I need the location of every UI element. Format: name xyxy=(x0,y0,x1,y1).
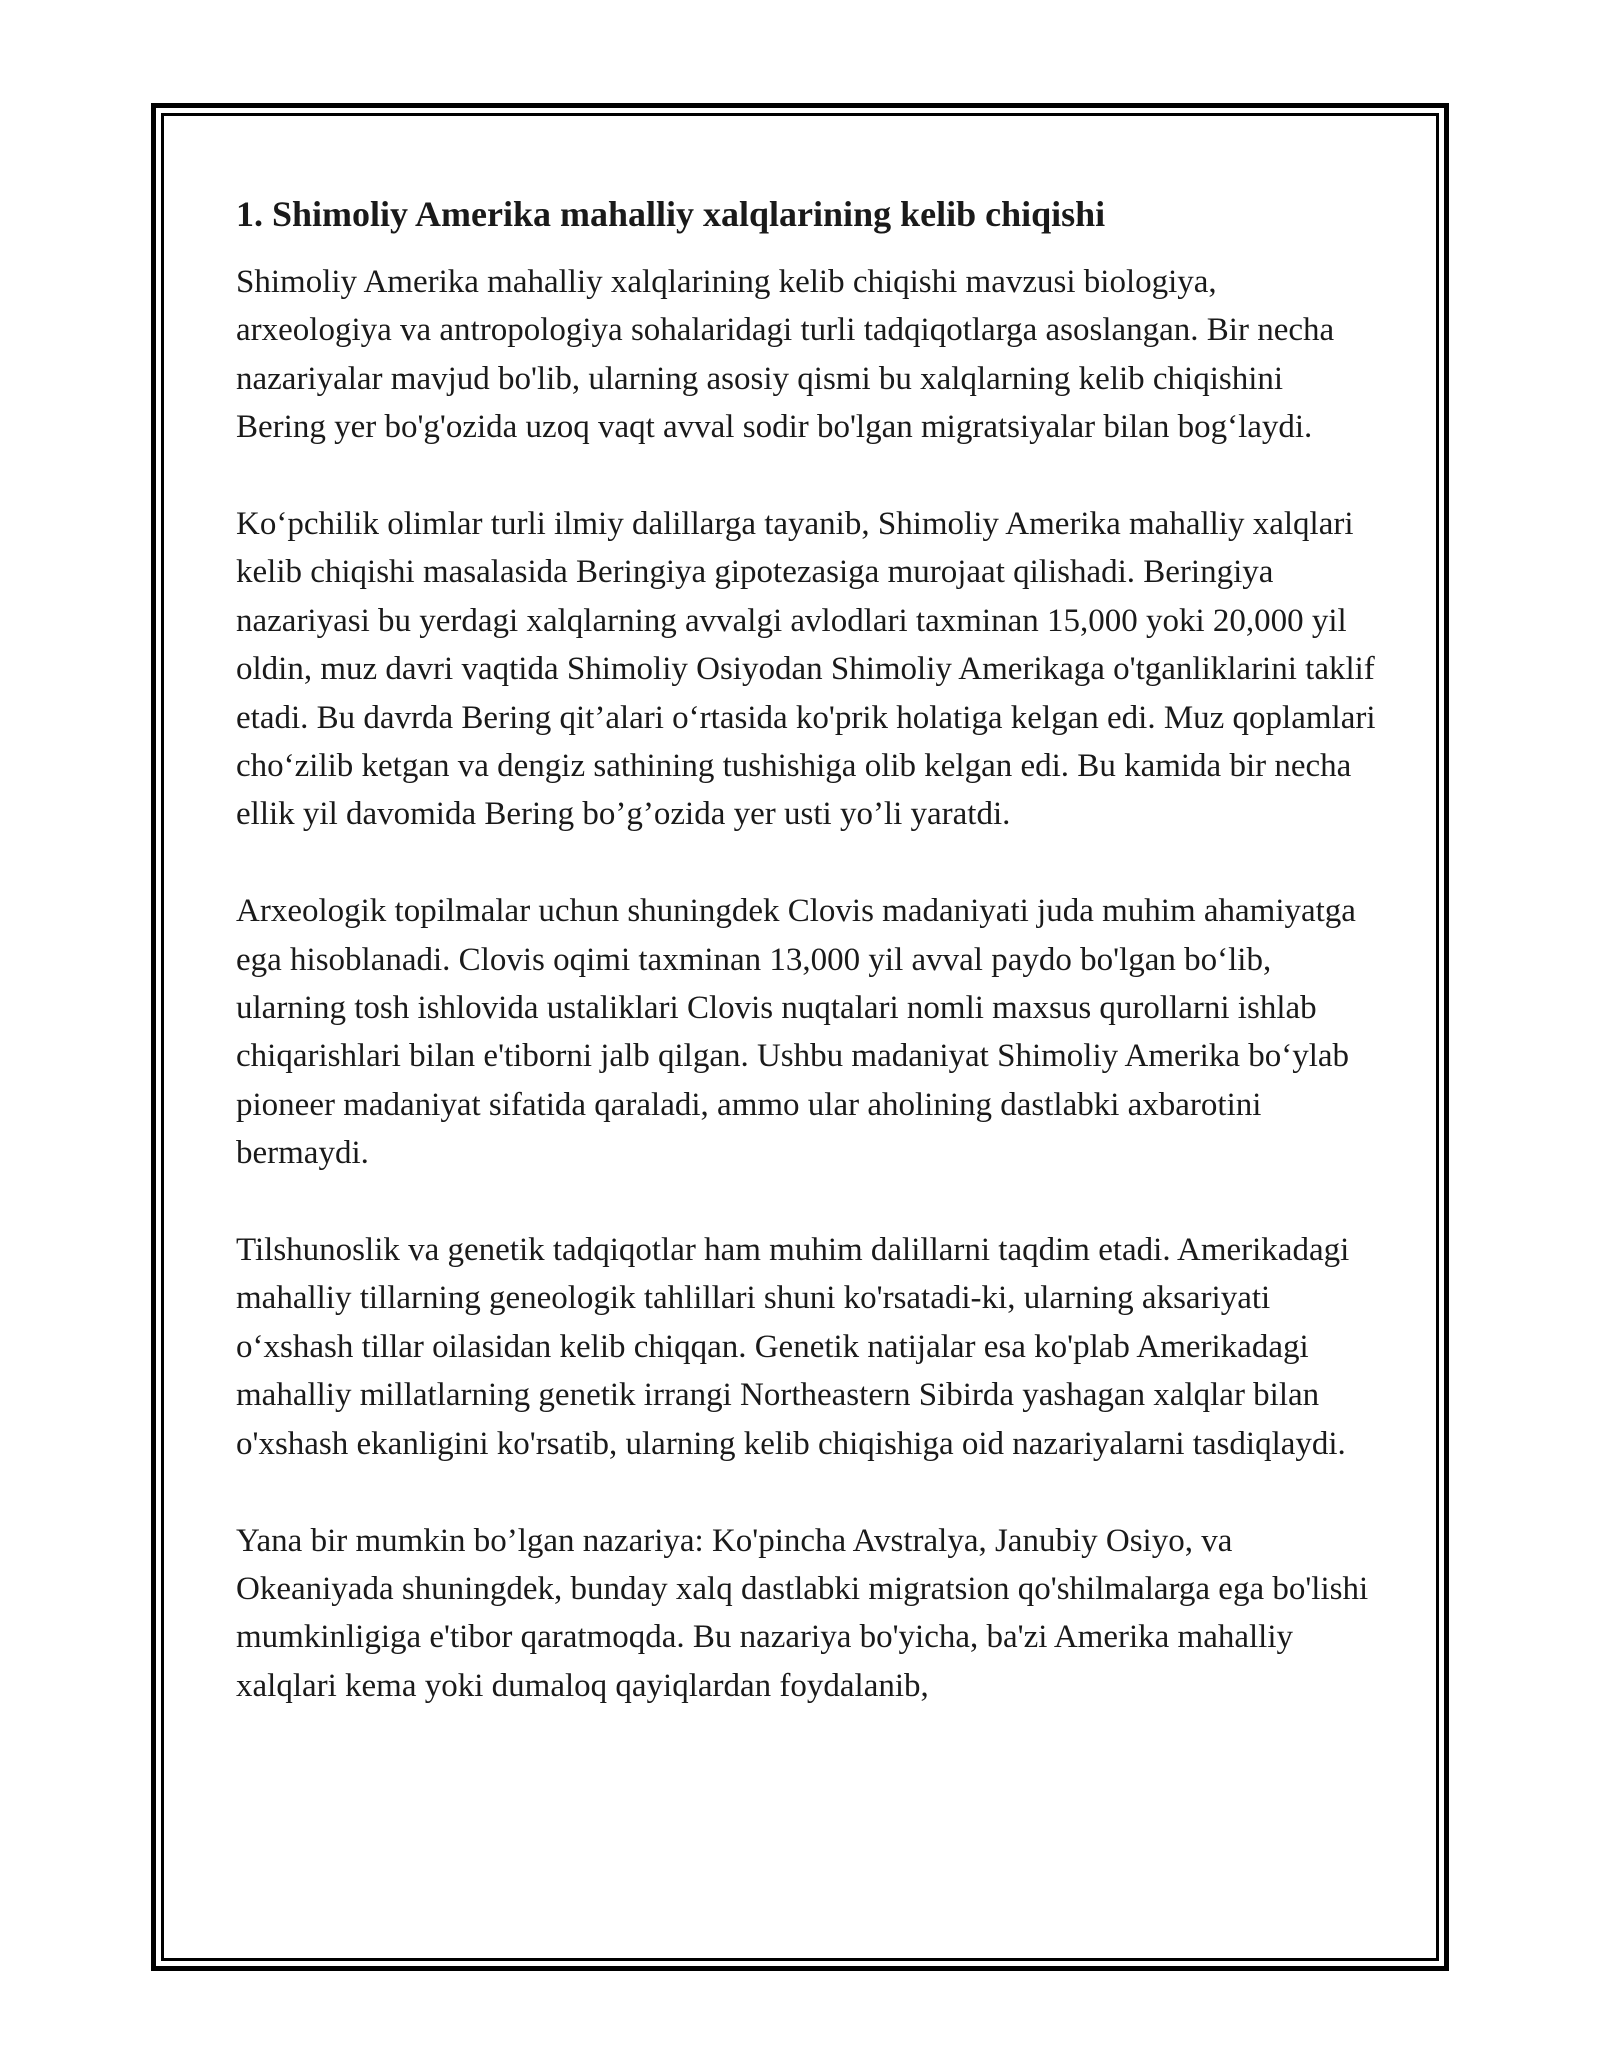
paragraph-3: Arxeologik topilmalar uchun shuningdek Clovis madaniyati juda muhim ahamiyatga ega hisoblanadi. Clovis oqimi taxminan 13,000 yil avval paydo bo'lgan bo‘lib, ularning tosh ishlovida ustaliklari Clovis nuqtalari nomli maxsus qurollarni ishlab chiqarishlari bilan e'tiborni jalb qilgan. Ushbu madaniyat Shimoliy Amerika bo‘ylab pioneer madaniyat sifatida qaraladi, ammo ular aholining dastlabki axbarotini bermaydi. xyxy=(236,893,1356,1172)
paragraph-1: Shimoliy Amerika mahalliy xalqlarining kelib chiqishi mavzusi biologiya, arxeologiya va antropologiya sohalaridagi turli tadqiqotlarga asoslangan. Bir necha nazariyalar mavjud bo'lib, ularning asosiy qismi bu xalqlarning kelib chiqishini Bering yer bo'g'ozida uzoq vaqt avval sodir bo'lgan migratsiyalar bilan bog‘laydi. xyxy=(236,264,1335,446)
document-body xyxy=(236,188,1376,1759)
paragraph-2: Ko‘pchilik olimlar turli ilmiy dalillarga tayanib, Shimoliy Amerika mahalliy xalqlari kelib chiqishi masalasida Beringiya gipotezasiga murojaat qilishadi. Beringiya nazariyasi bu yerdagi xalqlarning avvalgi avlodlari taxminan 15,000 yoki 20,000 yil oldin, muz davri vaqtida Shimoliy Osiyodan Shimoliy Amerikaga o'tganliklarini taklif etadi. Bu davrda Bering qit’alari o‘rtasida ko'prik holatiga kelgan edi. Muz qoplamlari cho‘zilib ketgan va dengiz sathining tushishiga olib kelgan edi. Bu kamida bir necha ellik yil davomida Bering bo’g’ozida yer usti yo’li yaratdi. xyxy=(236,506,1376,833)
section-heading: 1. Shimoliy Amerika mahalliy xalqlarining kelib chiqishi xyxy=(236,194,1106,234)
paragraph-5: Yana bir mumkin bo’lgan nazariya: Ko'pincha Avstralya, Janubiy Osiyo, va Okeaniyada shuningdek, bunday xalq dastlabki migratsion qo'shilmalarga ega bo'lishi mumkinligiga e'tibor qaratmoqda. Bu nazariya bo'yicha, ba'zi Amerika mahalliy xalqlari kema yoki dumaloq qayiqlardan foydalanib, xyxy=(236,1522,1369,1704)
paragraph-4: Tilshunoslik va genetik tadqiqotlar ham muhim dalillarni taqdim etadi. Amerikadagi mahalliy tillarning geneologik tahlillari shuni ko'rsatadi-ki, ularning aksariyati o‘xshash tillar oilasidan kelib chiqqan. Genetik natijalar esa ko'plab Amerikadagi mahalliy millatlarning genetik irrangi Northeastern Sibirda yashagan xalqlar bilan o'xshash ekanligini ko'rsatib, ularning kelib chiqishiga oid nazariyalarni tasdiqlaydi. xyxy=(236,1232,1350,1462)
